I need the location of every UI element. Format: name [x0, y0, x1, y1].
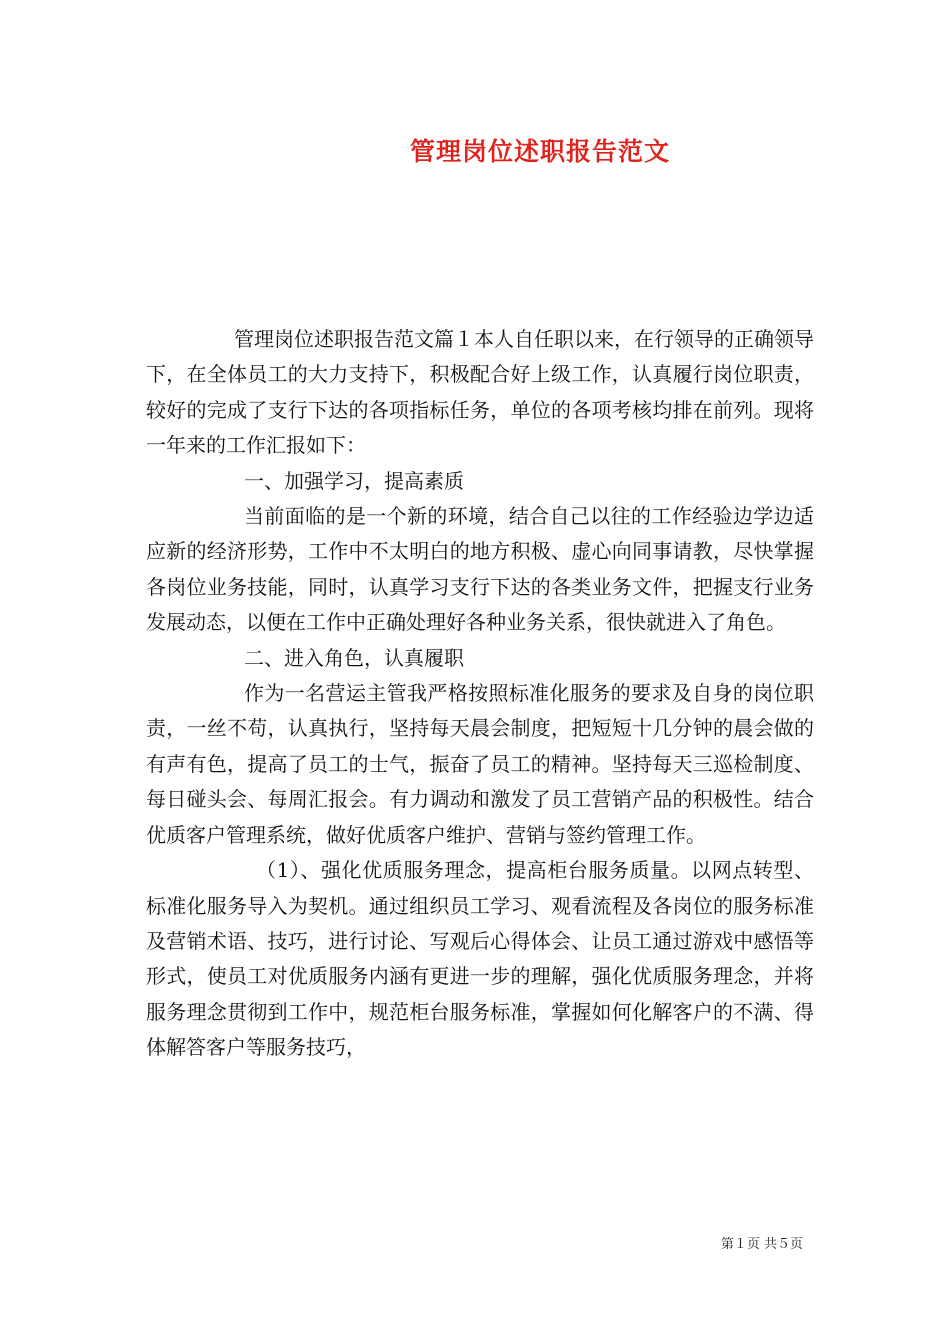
section-heading-2: 二、进入角色，认真履职: [244, 645, 464, 670]
paragraph-subsection-1: （1）、强化优质服务理念，提高柜台服务质量。以网点转型、标准化服务导入为契机。通过组织员工学习、观看流程及各岗位的服务标准及营销术语、技巧，进行讨论、写观后心得体会、让员工通过游戏中感悟等形式，使员工对优质服务内涵有更进一步的理解，强化优质服务理念，并将服务理念贯彻到工作中，规范柜台服务标准，掌握如何化解客户的不满、得体解答客户等服务技巧，: [146, 858, 814, 1060]
paragraph-section-2: 作为一名营运主管我严格按照标准化服务的要求及自身的岗位职责，一丝不苟，认真执行，坚持每天晨会制度，把短短十几分钟的晨会做的有声有色，提高了员工的士气，振奋了员工的精神。坚持每天三巡检制度、每日碰头会、每周汇报会。有力调动和激发了员工营销产品的积极性。结合优质客户管理系统，做好优质客户维护、营销与签约管理工作。: [146, 681, 814, 847]
page-number-footer: 第１页 共５页: [720, 1237, 803, 1252]
document-title: 管理岗位述职报告范文: [409, 137, 670, 166]
document-body: [146, 322, 814, 1066]
paragraph-intro: 管理岗位述职报告范文篇１本人自任职以来，在行领导的正确领导下，在全体员工的大力支持下，积极配合好上级工作，认真履行岗位职责，较好的完成了支行下达的各项指标任务，单位的各项考核均排在前列。现将一年来的工作汇报如下：: [146, 327, 814, 458]
section-heading-1: 一、加强学习，提高素质: [244, 468, 464, 493]
paragraph-section-1: 当前面临的是一个新的环境，结合自己以往的工作经验边学边适应新的经济形势，工作中不太明白的地方积极、虚心向同事请教，尽快掌握各岗位业务技能，同时，认真学习支行下达的各类业务文件，把握支行业务发展动态，以便在工作中正确处理好各种业务关系，很快就进入了角色。: [146, 504, 814, 635]
